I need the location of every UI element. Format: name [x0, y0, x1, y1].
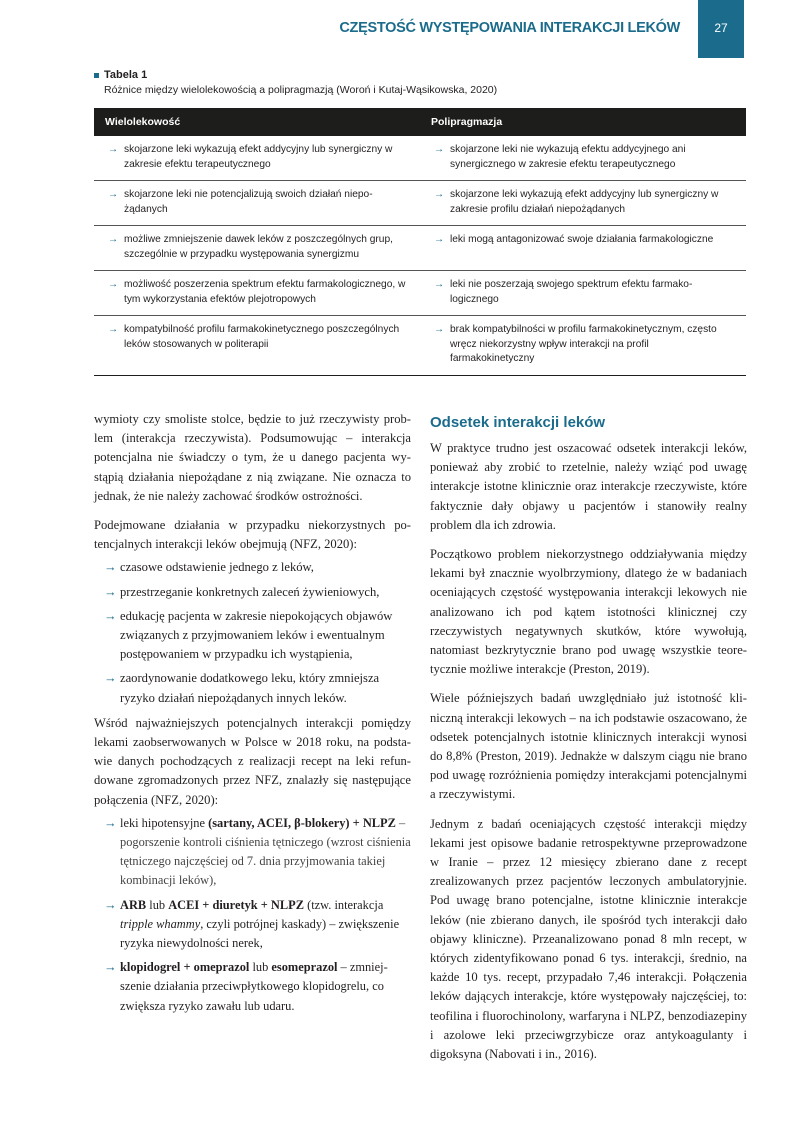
- table-cell: leki nie poszerzają swojego spektrum efektu farmakologicznego: [450, 279, 693, 305]
- arrow-right-icon: →: [108, 189, 119, 200]
- body-paragraph: Jednym z badań oceniających częstość interakcji między lekami jest opisowe badanie retrospektywne przeprowadzone w Iranie – przez 12 miesięcy zbierano dane z recept zrealizowanych przez pacjentów leczonych ambulatoryjnie. Pod uwagę brano potencjalne, istotne klinicznie interakcje leków (nie zbierano danych, ile spośród tych interakcji dało objawy kliniczne). Przeanalizowano ponad 8 mln recept, w których zidentyfikowano ponad 6 tys. interakcji, średnio, na każde 10 tys. recept, przypadało 7,46 interakcji. Połączenia leków dających interakcje, które występowały najczęściej, to: teofilina i fluorochinolony, warfaryna i NLPZ, benzodiazepiny i azolowe leki przeciwgrzybicze oraz antykoagulanty i digoksyna (Nabovati i in., 2016).: [430, 816, 747, 1062]
- table-cell: skojarzone leki wykazują efekt addycyjny lub synergiczny w zakresie efektu terapeutycznego: [124, 144, 393, 170]
- table-cell: leki mogą antagonizować swoje działania farmakologiczne: [450, 234, 714, 245]
- left-column: [94, 410, 411, 1022]
- col-header-wielolekowosc: Wielolekowość: [105, 115, 181, 128]
- table-row: [94, 316, 746, 376]
- body-paragraph: Wiele późniejszych badań uwzględniało już istotność kliniczną interakcji lekowych – na ich podstawie oszacowano, że odsetek potencjalnych istotnie klinicznych interakcji wynosi do 8,8% (Preston, 2019). Jednakże w dalszym ciągu nie brano pod uwagę rozróżnienia pomiędzy interakcjami potencjalnymi a rzeczywistymi.: [430, 691, 747, 802]
- arrow-right-icon: →: [104, 560, 117, 575]
- actions-list: [94, 558, 411, 707]
- table-cell: skojarzone leki nie wykazują efektu addycyjnego ani synergicznego w zakresie efektu terapeutycznego: [450, 144, 686, 170]
- table-cell: kompatybilność profilu farmakokinetycznego poszczególnych leków stosowanych w politerapii: [124, 324, 400, 350]
- table-header: [94, 108, 746, 136]
- arrow-right-icon: →: [104, 608, 117, 623]
- body-paragraph: W praktyce trudno jest oszacować odsetek interakcji leków, ponieważ aby zrobić to rzetelnie, należy wziąć pod uwagę interakcje istotne klinicznie oraz interakcje rzeczywiste, które faktycznie dały objawy u pacjentów i stanowiły realny problem dla ich zdrowia.: [430, 441, 747, 532]
- arrow-right-icon: →: [108, 324, 119, 335]
- table-row: [94, 226, 746, 271]
- body-paragraph: Podejmowane działania w przypadku niekorzystnych potencjalnych interakcji leków obejmują (NFZ, 2020):: [94, 518, 411, 552]
- body-paragraph: Początkowo problem niekorzystnego oddziaływania między lekami był znacznie wyolbrzymiony, dlatego że w badaniach oceniających częstość występowania interakcji lekowych nie analizowano ich pod kątem istotności klinicznej czy rzeczywistych negatywnych skutków, które wywołują, natomiast bezkrytycznie brano pod uwagę wszystkie teoretycznie możliwe interakcje (Preston, 2019).: [430, 547, 747, 677]
- arrow-right-icon: →: [104, 897, 117, 912]
- arrow-right-icon: →: [434, 234, 445, 245]
- table-row: [94, 136, 746, 181]
- page-number: 27: [698, 0, 744, 58]
- table-subtitle: Różnice między wielolekowością a polipragmazją (Woroń i Kutaj-Wąsikowska, 2020): [104, 84, 498, 96]
- list-item: → przestrzeganie konkretnych zaleceń żywieniowych,: [94, 583, 411, 602]
- right-column: [430, 410, 747, 1074]
- arrow-right-icon: →: [104, 960, 117, 975]
- table-cell: skojarzone leki nie potencjalizują swoich działań niepożądanych: [124, 189, 373, 215]
- table-cell: możliwe zmniejszenie dawek leków z poszczególnych grup, szczególnie w przypadku występowania synergizmu: [124, 234, 393, 260]
- arrow-right-icon: →: [434, 324, 445, 335]
- table-label: Tabela 1: [104, 69, 148, 81]
- list-item: → czasowe odstawienie jednego z leków,: [94, 558, 411, 577]
- table-caption: [94, 69, 746, 96]
- table-row: [94, 271, 746, 316]
- table-row: [94, 181, 746, 226]
- list-item: → klopidogrel + omeprazol lub esomeprazol – zmniejszenie działania przeciwpłytkowego klopidogrelu, co zwiększa ryzyko zawału lub udaru.: [94, 958, 411, 1016]
- arrow-right-icon: →: [108, 234, 119, 245]
- comparison-table: [94, 108, 746, 376]
- caption-square-icon: [94, 73, 99, 78]
- running-title: CZĘSTOŚĆ WYSTĘPOWANIA INTERAKCJI LEKÓW: [339, 20, 680, 36]
- body-paragraph: Wśród najważniejszych potencjalnych interakcji pomiędzy lekami zaobserwowanych w Polsce w 2018 roku, na podstawie danych pochodzących z realizacji recept na leki refundowane zgromadzonych przez NFZ, znalazły się następujące połączenia (NFZ, 2020):: [94, 715, 411, 807]
- list-item: → edukację pacjenta w zakresie niepokojących objawów związanych z przyjmowaniem leków i ewentualnym postępowaniem w przypadku ich wystąpienia,: [94, 607, 411, 665]
- arrow-right-icon: →: [434, 189, 445, 200]
- col-header-polipragmazja: Polipragmazja: [431, 115, 503, 128]
- arrow-right-icon: →: [108, 144, 119, 155]
- section-heading: Odsetek interakcji leków: [430, 414, 606, 431]
- table-cell: możliwość poszerzenia spektrum efektu farmakologicznego, w tym wykorzystania efektów plejotropowych: [124, 279, 406, 305]
- table-cell: brak kompatybilności w profilu farmakokinetycznym, często wręcz niekorzystny wpływ interakcji na profil farmakokinetyczny: [450, 324, 717, 364]
- table-cell: skojarzone leki wykazują efekt addycyjny lub synergiczny w zakresie profilu działań niepożądanych: [450, 189, 719, 215]
- arrow-right-icon: →: [108, 279, 119, 290]
- body-paragraph: wymioty czy smoliste stolce, będzie to już rzeczywisty problem (interakcja rzeczywista). Podsumowując – interakcja potencjalna nie świadczy o tym, że u danego pacjenta wystąpią działania niepożądane z nią związane. Nie oznacza to jednak, że nie należy zachować środków ostrożności.: [94, 412, 411, 503]
- arrow-right-icon: →: [104, 671, 117, 686]
- arrow-right-icon: →: [434, 279, 445, 290]
- arrow-right-icon: →: [104, 584, 117, 599]
- arrow-right-icon: →: [434, 144, 445, 155]
- list-item: → ARB lub ACEI + diuretyk + NLPZ (tzw. interakcja tripple whammy, czyli potrójnej kaskady) – zwiększenie ryzyka niewydolności nerek,: [94, 896, 411, 954]
- interactions-list: [94, 814, 411, 1016]
- list-item: → zaordynowanie dodatkowego leku, który zmniejsza ryzyko działań niepożądanych innych leków.: [94, 669, 411, 707]
- list-item: → leki hipotensyjne (sartany, ACEI, β-blokery) + NLPZ – pogorszenie kontroli ciśnienia tętniczego (wzrost ciśnienia tętniczego najczęściej od 7. dnia przyjmowania takiej kombinacji leków),: [94, 814, 411, 891]
- arrow-right-icon: →: [104, 815, 117, 830]
